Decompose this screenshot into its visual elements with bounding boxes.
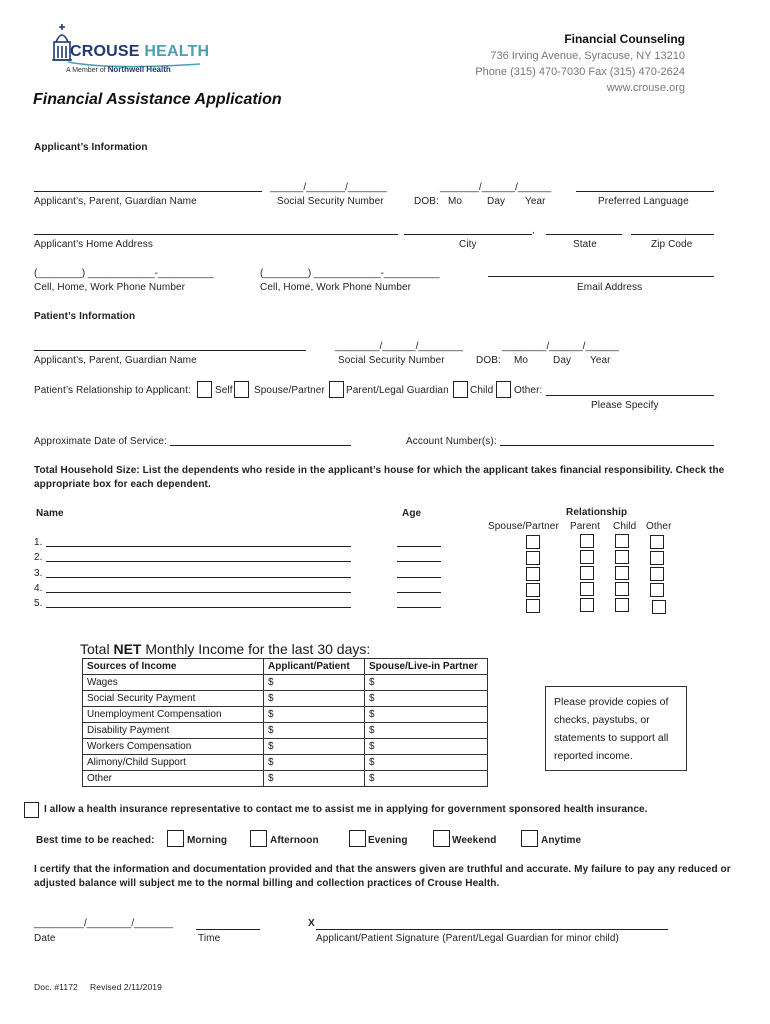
dependents-name-header: Name bbox=[36, 508, 64, 519]
account-number-label: Account Number(s): bbox=[406, 436, 497, 447]
service-date-field[interactable] bbox=[170, 445, 351, 446]
applicant-dob-year: Year bbox=[525, 196, 546, 207]
insurance-contact-checkbox[interactable] bbox=[24, 802, 39, 818]
state-field[interactable] bbox=[546, 234, 622, 235]
signature-label: Applicant/Patient Signature (Parent/Legal Guardian for minor child) bbox=[316, 933, 619, 944]
time-evening-checkbox[interactable] bbox=[349, 830, 366, 847]
dep-2-spouse-checkbox[interactable] bbox=[526, 551, 540, 565]
applicant-name-label: Applicant’s, Parent, Guardian Name bbox=[34, 196, 197, 207]
dep-2-child-checkbox[interactable] bbox=[615, 550, 629, 564]
dep-1-other-checkbox[interactable] bbox=[650, 535, 664, 549]
applicant-ssn-label: Social Security Number bbox=[277, 196, 384, 207]
time-label: Time bbox=[198, 933, 221, 944]
income-row bbox=[83, 691, 488, 707]
phone-field-2[interactable]: (________) ____________-__________ bbox=[260, 268, 440, 279]
rel-self-checkbox[interactable] bbox=[197, 381, 212, 398]
spouse-amount[interactable]: $ bbox=[365, 739, 488, 755]
spouse-amount[interactable]: $ bbox=[365, 755, 488, 771]
time-weekend-label: Weekend bbox=[452, 835, 497, 846]
preferred-language-field[interactable] bbox=[576, 191, 714, 192]
applicant-dob-day: Day bbox=[487, 196, 506, 207]
phone-fax: Phone (315) 470-7030 Fax (315) 470-2624 bbox=[475, 66, 685, 78]
rel-other-label: Other: bbox=[514, 385, 543, 396]
rel-parent-checkbox[interactable] bbox=[329, 381, 344, 398]
time-afternoon-label: Afternoon bbox=[270, 835, 319, 846]
income-header-spouse: Spouse/Live-in Partner bbox=[365, 659, 488, 675]
applicant-amount[interactable]: $ bbox=[264, 771, 365, 787]
patient-section-heading: Patient’s Information bbox=[34, 311, 136, 322]
spouse-amount[interactable]: $ bbox=[365, 771, 488, 787]
dep-3-spouse-checkbox[interactable] bbox=[526, 567, 540, 581]
dependent-row-2-num: 2. bbox=[34, 552, 43, 563]
spouse-amount[interactable]: $ bbox=[365, 723, 488, 739]
rel-other-checkbox[interactable] bbox=[496, 381, 511, 398]
income-source: Wages bbox=[83, 675, 264, 691]
service-date-label: Approximate Date of Service: bbox=[34, 436, 167, 447]
applicant-amount[interactable]: $ bbox=[264, 723, 365, 739]
rel-header-parent: Parent bbox=[570, 521, 601, 532]
rel-child-label: Child bbox=[470, 385, 494, 396]
dep-3-other-checkbox[interactable] bbox=[650, 567, 664, 581]
spouse-amount[interactable]: $ bbox=[365, 675, 488, 691]
income-source: Disability Payment bbox=[83, 723, 264, 739]
rel-child-checkbox[interactable] bbox=[453, 381, 468, 398]
dependents-age-header: Age bbox=[402, 508, 422, 519]
dependent-row-3-num: 3. bbox=[34, 568, 43, 579]
income-table bbox=[82, 658, 488, 787]
revised-date: Revised 2/11/2019 bbox=[90, 982, 162, 992]
applicant-dob-mo: Mo bbox=[448, 196, 463, 207]
time-anytime-checkbox[interactable] bbox=[521, 830, 538, 847]
dep-2-parent-checkbox[interactable] bbox=[580, 550, 594, 564]
applicant-dob-field[interactable]: _______/______/______ bbox=[440, 182, 552, 193]
time-morning-checkbox[interactable] bbox=[167, 830, 184, 847]
income-row bbox=[83, 675, 488, 691]
email-field[interactable] bbox=[488, 276, 714, 277]
dep-1-spouse-checkbox[interactable] bbox=[526, 535, 540, 549]
city-label: City bbox=[459, 239, 477, 250]
patient-dob-year: Year bbox=[590, 355, 611, 366]
income-source: Social Security Payment bbox=[83, 691, 264, 707]
city-field[interactable] bbox=[404, 234, 532, 235]
home-address-label: Applicant’s Home Address bbox=[34, 239, 153, 250]
spouse-amount[interactable]: $ bbox=[365, 691, 488, 707]
patient-dob-field[interactable]: ________/______/______ bbox=[502, 341, 619, 352]
applicant-amount[interactable]: $ bbox=[264, 691, 365, 707]
dep-4-other-checkbox[interactable] bbox=[650, 583, 664, 597]
city-comma: , bbox=[532, 225, 535, 236]
certify-text-1: I certify that the information and documentation provided and that the answers given are truthful and accurate. My failure to pay any reduced or bbox=[34, 864, 731, 875]
state-label: State bbox=[573, 239, 597, 250]
dep-5-spouse-checkbox[interactable] bbox=[526, 599, 540, 613]
logo-wordmark: CROUSE HEALTH bbox=[70, 43, 210, 60]
dependent-row-2-age[interactable] bbox=[397, 561, 441, 562]
phone-field-1[interactable]: (________) ____________-__________ bbox=[34, 268, 214, 279]
dependent-row-3-name[interactable] bbox=[46, 577, 351, 578]
dependent-row-4-age[interactable] bbox=[397, 592, 441, 593]
rel-spouse-label: Spouse/Partner bbox=[254, 385, 325, 396]
rel-parent-label: Parent/Legal Guardian bbox=[346, 385, 449, 396]
income-header-applicant: Applicant/Patient bbox=[264, 659, 365, 675]
applicant-amount[interactable]: $ bbox=[264, 739, 365, 755]
rel-spouse-checkbox[interactable] bbox=[234, 381, 249, 398]
relationship-label: Patient’s Relationship to Applicant: bbox=[34, 385, 191, 396]
zip-field[interactable] bbox=[631, 234, 714, 235]
dependent-row-1-age[interactable] bbox=[397, 546, 441, 547]
rel-self-label: Self bbox=[215, 385, 233, 396]
insurance-contact-text: I allow a health insurance representative to contact me to assist me in applying for government sponsored health insurance. bbox=[44, 804, 648, 815]
date-label: Date bbox=[34, 933, 56, 944]
dependent-row-1-num: 1. bbox=[34, 537, 43, 548]
please-specify-label: Please Specify bbox=[591, 400, 659, 411]
spouse-amount[interactable]: $ bbox=[365, 707, 488, 723]
income-proof-note: Please provide copies of checks, paystubs, or statements to support all reported income. bbox=[545, 686, 687, 771]
dep-2-other-checkbox[interactable] bbox=[650, 551, 664, 565]
applicant-amount[interactable]: $ bbox=[264, 755, 365, 771]
signature-field[interactable] bbox=[316, 929, 668, 930]
dep-5-child-checkbox[interactable] bbox=[615, 598, 629, 612]
income-row bbox=[83, 723, 488, 739]
household-intro: Total Household Size: List the dependents who reside in the applicant’s house for which the applicant takes financial responsibility. Check the bbox=[34, 465, 725, 476]
applicant-ssn-field[interactable]: ______/_______/_______ bbox=[270, 182, 387, 193]
rel-header-child: Child bbox=[613, 521, 637, 532]
income-source: Alimony/Child Support bbox=[83, 755, 264, 771]
preferred-language-label: Preferred Language bbox=[598, 196, 689, 207]
dependent-row-2-name[interactable] bbox=[46, 561, 351, 562]
time-afternoon-checkbox[interactable] bbox=[250, 830, 267, 847]
account-number-field[interactable] bbox=[500, 445, 714, 446]
rel-header-spouse: Spouse/Partner bbox=[488, 521, 559, 532]
dependent-row-5-name[interactable] bbox=[46, 607, 351, 608]
phone-label-1: Cell, Home, Work Phone Number bbox=[34, 282, 186, 293]
income-title: Total NET Monthly Income for the last 30 days: bbox=[80, 641, 371, 657]
address: 736 Irving Avenue, Syracuse, NY 13210 bbox=[490, 50, 685, 62]
dep-5-parent-checkbox[interactable] bbox=[580, 598, 594, 612]
applicant-name-field[interactable] bbox=[34, 191, 262, 192]
dep-1-parent-checkbox[interactable] bbox=[580, 534, 594, 548]
income-row bbox=[83, 755, 488, 771]
dependent-row-3-age[interactable] bbox=[397, 577, 441, 578]
time-morning-label: Morning bbox=[187, 835, 228, 846]
patient-name-label: Applicant’s, Parent, Guardian Name bbox=[34, 355, 197, 366]
zip-label: Zip Code bbox=[651, 239, 693, 250]
household-intro-2: appropriate box for each dependent. bbox=[34, 479, 211, 490]
patient-ssn-label: Social Security Number bbox=[338, 355, 445, 366]
dep-4-spouse-checkbox[interactable] bbox=[526, 583, 540, 597]
dep-3-child-checkbox[interactable] bbox=[615, 566, 629, 580]
dependent-row-4-name[interactable] bbox=[46, 592, 351, 593]
dependents-relationship-header: Relationship bbox=[566, 507, 628, 518]
time-evening-label: Evening bbox=[368, 835, 408, 846]
doc-number: Doc. #1172 bbox=[34, 982, 78, 992]
dependent-row-5-num: 5. bbox=[34, 598, 43, 609]
patient-ssn-field[interactable]: ________/______/________ bbox=[335, 341, 463, 352]
income-source: Workers Compensation bbox=[83, 739, 264, 755]
applicant-dob-label: DOB: bbox=[414, 196, 439, 207]
income-row bbox=[83, 771, 488, 787]
income-header-source: Sources of Income bbox=[83, 659, 264, 675]
income-row bbox=[83, 739, 488, 755]
applicant-amount[interactable]: $ bbox=[264, 675, 365, 691]
income-row bbox=[83, 707, 488, 723]
dep-4-parent-checkbox[interactable] bbox=[580, 582, 594, 596]
time-weekend-checkbox[interactable] bbox=[433, 830, 450, 847]
dep-1-child-checkbox[interactable] bbox=[615, 534, 629, 548]
patient-dob-label: DOB: bbox=[476, 355, 501, 366]
dep-5-other-checkbox[interactable] bbox=[652, 600, 666, 614]
dependent-row-4-num: 4. bbox=[34, 583, 43, 594]
form-title: Financial Assistance Application bbox=[33, 91, 282, 108]
income-source: Unemployment Compensation bbox=[83, 707, 264, 723]
signature-x-mark: X bbox=[308, 918, 315, 929]
rel-header-other: Other bbox=[646, 521, 672, 532]
rel-other-field[interactable] bbox=[546, 395, 714, 396]
best-time-label: Best time to be reached: bbox=[36, 835, 155, 846]
dependent-row-5-age[interactable] bbox=[397, 607, 441, 608]
applicant-section-heading: Applicant’s Information bbox=[34, 142, 148, 153]
affiliate-line: A Member of Northwell Health bbox=[66, 65, 171, 74]
dep-3-parent-checkbox[interactable] bbox=[580, 566, 594, 580]
patient-dob-mo: Mo bbox=[514, 355, 529, 366]
website: www.crouse.org bbox=[606, 82, 685, 94]
department-title: Financial Counseling bbox=[564, 32, 685, 46]
patient-dob-day: Day bbox=[553, 355, 572, 366]
patient-name-field[interactable] bbox=[34, 350, 306, 351]
income-source: Other bbox=[83, 771, 264, 787]
email-label: Email Address bbox=[577, 282, 643, 293]
dep-4-child-checkbox[interactable] bbox=[615, 582, 629, 596]
time-anytime-label: Anytime bbox=[541, 835, 582, 846]
certify-text-2: adjusted balance will subject me to the normal billing and collection practices of Crouse Health. bbox=[34, 878, 500, 889]
time-field[interactable] bbox=[196, 929, 260, 930]
phone-label-2: Cell, Home, Work Phone Number bbox=[260, 282, 412, 293]
dependent-row-1-name[interactable] bbox=[46, 546, 351, 547]
date-field[interactable]: _________/________/_______ bbox=[34, 918, 174, 929]
home-address-field[interactable] bbox=[34, 234, 398, 235]
applicant-amount[interactable]: $ bbox=[264, 707, 365, 723]
